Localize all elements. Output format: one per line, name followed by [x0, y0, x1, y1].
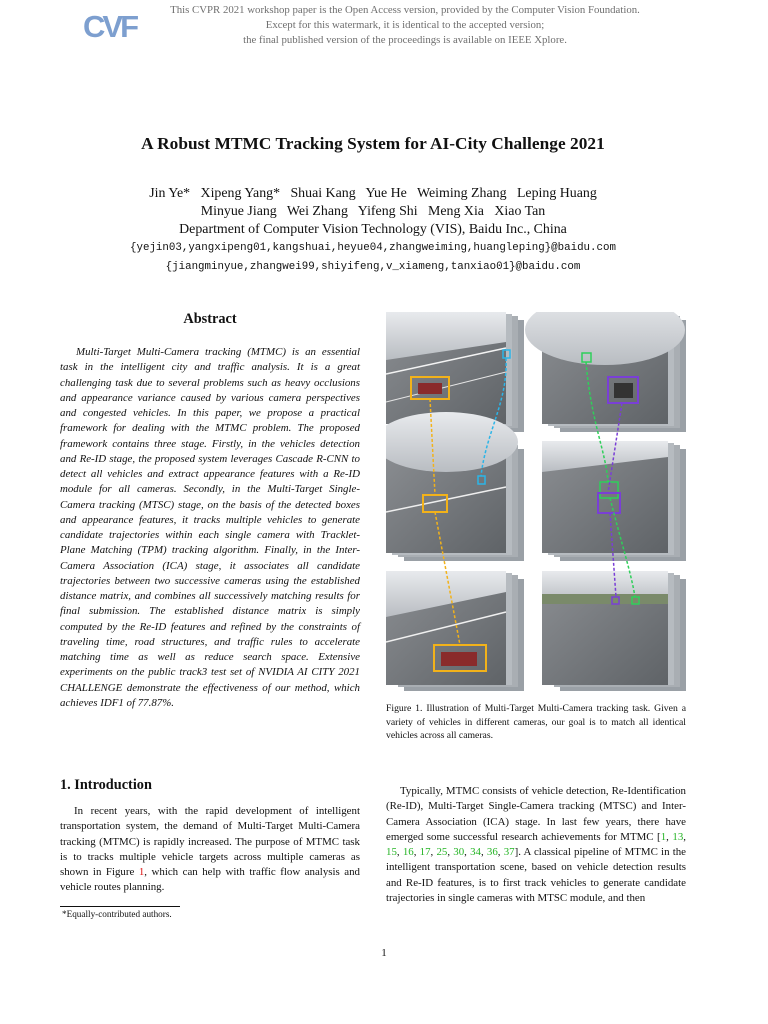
- camera-stack-right-top: [525, 312, 686, 432]
- citation-13[interactable]: 13: [672, 830, 684, 843]
- paper-title: A Robust MTMC Tracking System for AI-City Challenge 2021: [141, 134, 605, 153]
- emails-line-2: {jiangminyue,zhangwei99,shiyifeng,v_xiameng,tanxiao01}@baidu.com: [165, 261, 581, 273]
- footnote-divider: [60, 906, 180, 907]
- authors-line-2: Minyue Jiang Wei Zhang Yifeng Shi Meng Xia Xiao Tan: [200, 204, 546, 219]
- cvf-logo-text: CVF: [83, 9, 136, 44]
- right-column-body: [386, 784, 686, 906]
- camera-stack-left-bottom: [386, 571, 524, 691]
- watermark-line-1: This CVPR 2021 workshop paper is the Open Access version, provided by the Computer Vision Foundation.: [170, 4, 640, 16]
- authors-line-1: Jin Ye* Xipeng Yang* Shuai Kang Yue He Weiming Zhang Leping Huang: [149, 186, 597, 201]
- right-text-after: ]. A classical pipeline of MTMC in the intelligent transportation scene, based on vehicle detection results and Re-ID features, is to first track vehicles to generate candidate trajectories in single cameras with MTSC module, and then: [386, 846, 687, 905]
- abstract-body: [60, 345, 360, 711]
- citation-1[interactable]: 1: [660, 830, 667, 843]
- author-block: [60, 185, 686, 277]
- figure-reference-link[interactable]: 1: [138, 866, 145, 879]
- citation-15[interactable]: 15: [386, 846, 397, 859]
- figure-1-illustration: [386, 312, 686, 698]
- emails-line-1: {yejin03,yangxipeng01,kangshuai,heyue04,zhangweiming,huangleping}@baidu.com: [130, 242, 616, 254]
- right-text-before: Typically, MTMC consists of vehicle detection, Re-Identification (Re-ID), Multi-Target Single-Camera tracking (MTSC) and Inter-Camera Association (ICA) stage. In last few years, there have emerged some successful research achievements for MTMC [: [386, 785, 686, 843]
- watermark-notice: [145, 3, 665, 48]
- watermark-line-2: Except for this watermark, it is identical to the accepted version;: [265, 19, 545, 31]
- citation-37[interactable]: 37: [503, 846, 515, 859]
- citation-17[interactable]: 17: [419, 846, 431, 859]
- introduction-body: [60, 804, 360, 896]
- cvf-logo: [82, 4, 142, 44]
- affiliation: Department of Computer Vision Technology (VIS), Baidu Inc., China: [179, 222, 567, 237]
- page-number: 1: [381, 947, 387, 959]
- abstract-heading: Abstract: [183, 311, 237, 327]
- introduction-paragraph: [60, 804, 360, 896]
- watermark-line-3: the final published version of the proceedings is available on IEEE Xplore.: [243, 34, 567, 46]
- citation-30[interactable]: 30: [453, 846, 465, 859]
- abstract-text: Multi-Target Multi-Camera tracking (MTMC) is an essential task in the intelligent city and traffic analysis. It is a great challenging task due to several problems such as heavy occlusions and appearance variance caused by various camera perspectives and congested vehicles. In this paper, we propose a practical framework for dealing with the MTMC problem. The proposed framework contains three stage. Firstly, in the vehicles detection and Re-ID stage, the proposed system leverages Cascade R-CNN to detect all vehicles and extract appearance features with a Re-ID module for all cameras. Secondly, in the Multi-Target Single-Camera tracking (MTSC) stage, on the basis of the detected boxes and appearance features, it tracks multiple vehicles to generate candidate trajectories within each single camera with Tracklet-Plane Matching (TPM) tracking algorithm. Finally, in the Inter-Camera Association (ICA) stage, it associates all candidate trajectories between two successive cameras using the established distance matrix, and combines all successively matching results for final submission. The established distance matrix is simply computed by the Re-ID features and refined by the constraints of traveling time, road structures, and traffic rules to accelerate matching time as well as reduce search space. Extensive experiments on the public track3 test set of NVIDIA AI CITY 2021 CHALLENGE demonstrate the effectiveness of our method, which achieves IDF1 of 77.87%.: [60, 346, 360, 709]
- right-column-paragraph: Typically, MTMC consists of vehicle detection, Re-Identification (Re-ID), Multi-Target Single-Camera tracking (MTSC) and Inter-Camera Association (ICA) stage. In last few years, there have emerged some successful research achievements for MTMC [1, 13, 15, 16, 17, 25, 30, 34, 36, 37]. A classical pipeline of MTMC in the intelligent transportation scene, based on vehicle detection results and Re-ID features, is to first track vehicles to generate candidate trajectories in single cameras with MTSC module, and then: [386, 785, 687, 905]
- citation-25[interactable]: 25: [436, 846, 448, 859]
- camera-stack-left-middle: [386, 412, 524, 561]
- intro-text-before: In recent years, with the rapid development of intelligent transportation system, the demand of Multi-Target Multi-Camera tracking (MTMC) is rapidly increased. The purpose of MTMC task is to tracks multiple vehicle targets across multiple cameras as shown in Figure: [60, 805, 360, 879]
- citation-36[interactable]: 36: [486, 846, 498, 859]
- citation-34[interactable]: 34: [470, 846, 481, 859]
- camera-stack-right-bottom: [542, 571, 686, 691]
- figure-1-caption: Figure 1. Illustration of Multi-Target Multi-Camera tracking task. Given a variety of vehicles in different cameras, our goal is to match all identical vehicles across all cameras.: [386, 703, 686, 741]
- footnote: *Equally-contributed authors.: [62, 909, 172, 919]
- intro-text-after: , which can help with traffic flow analysis and vehicle routes planning.: [60, 866, 360, 894]
- introduction-heading: 1. Introduction: [60, 777, 152, 793]
- citation-16[interactable]: 16: [402, 846, 414, 859]
